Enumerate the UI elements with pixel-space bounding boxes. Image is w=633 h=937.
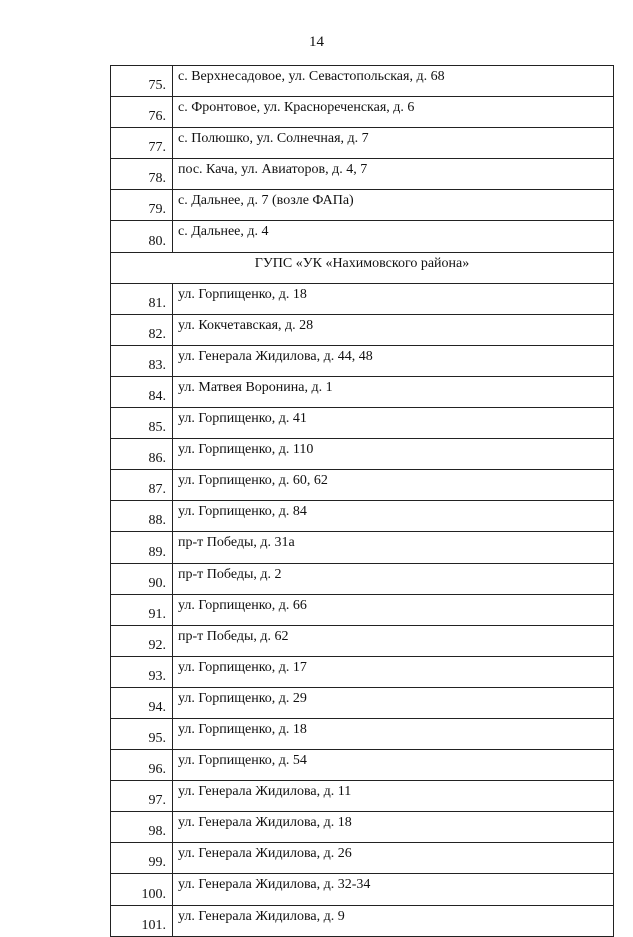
page-number: 14 xyxy=(309,34,324,50)
table-row xyxy=(111,97,614,128)
row-number: 100. xyxy=(111,874,173,905)
row-address: ул. Генерала Жидилова, д. 44, 48 xyxy=(173,345,614,376)
row-address: ул. Горпищенко, д. 66 xyxy=(173,594,614,625)
table-row xyxy=(111,66,614,97)
row-number: 90. xyxy=(111,563,173,594)
row-number: 76. xyxy=(111,97,173,128)
table-row xyxy=(111,283,614,314)
row-number: 86. xyxy=(111,439,173,470)
table-row xyxy=(111,221,614,252)
row-address: с. Верхнесадовое, ул. Севастопольская, д. 68 xyxy=(173,66,614,97)
row-address: с. Дальнее, д. 7 (возле ФАПа) xyxy=(173,190,614,221)
row-number: 94. xyxy=(111,687,173,718)
table-row xyxy=(111,874,614,905)
row-number: 82. xyxy=(111,314,173,345)
row-number: 92. xyxy=(111,625,173,656)
row-number: 79. xyxy=(111,190,173,221)
row-address: ул. Горпищенко, д. 84 xyxy=(173,501,614,532)
table-row xyxy=(111,190,614,221)
table-row xyxy=(111,314,614,345)
row-address: ул. Генерала Жидилова, д. 11 xyxy=(173,781,614,812)
row-address: ул. Горпищенко, д. 54 xyxy=(173,750,614,781)
row-address: ул. Генерала Жидилова, д. 18 xyxy=(173,812,614,843)
row-address: с. Дальнее, д. 4 xyxy=(173,221,614,252)
row-number: 96. xyxy=(111,750,173,781)
table-row xyxy=(111,625,614,656)
row-address: пр-т Победы, д. 2 xyxy=(173,563,614,594)
row-number: 78. xyxy=(111,159,173,190)
row-address: ул. Горпищенко, д. 17 xyxy=(173,656,614,687)
table-row xyxy=(111,501,614,532)
address-table-body xyxy=(111,66,614,937)
row-address: с. Полюшко, ул. Солнечная, д. 7 xyxy=(173,128,614,159)
row-address: ул. Генерала Жидилова, д. 9 xyxy=(173,905,614,936)
row-number: 98. xyxy=(111,812,173,843)
table-row xyxy=(111,656,614,687)
section-title: ГУПС «УК «Нахимовского района» xyxy=(111,252,614,283)
row-address: ул. Горпищенко, д. 18 xyxy=(173,283,614,314)
row-number: 85. xyxy=(111,408,173,439)
row-address: ул. Генерала Жидилова, д. 32-34 xyxy=(173,874,614,905)
table-row xyxy=(111,812,614,843)
table-row xyxy=(111,439,614,470)
row-address: ул. Матвея Воронина, д. 1 xyxy=(173,376,614,407)
address-table xyxy=(110,65,614,937)
row-address: ул. Генерала Жидилова, д. 26 xyxy=(173,843,614,874)
row-number: 97. xyxy=(111,781,173,812)
row-address: ул. Горпищенко, д. 18 xyxy=(173,718,614,749)
row-address: ул. Горпищенко, д. 60, 62 xyxy=(173,470,614,501)
table-row xyxy=(111,376,614,407)
row-address: пр-т Победы, д. 62 xyxy=(173,625,614,656)
section-header-row xyxy=(111,252,614,283)
table-row xyxy=(111,408,614,439)
row-number: 95. xyxy=(111,718,173,749)
table-row xyxy=(111,470,614,501)
row-number: 83. xyxy=(111,345,173,376)
row-address: ул. Горпищенко, д. 41 xyxy=(173,408,614,439)
row-number: 101. xyxy=(111,905,173,936)
table-row xyxy=(111,532,614,563)
row-address: пос. Кача, ул. Авиаторов, д. 4, 7 xyxy=(173,159,614,190)
row-number: 88. xyxy=(111,501,173,532)
row-address: пр-т Победы, д. 31а xyxy=(173,532,614,563)
row-number: 77. xyxy=(111,128,173,159)
table-row xyxy=(111,687,614,718)
table-row xyxy=(111,594,614,625)
row-address: с. Фронтовое, ул. Краснореченская, д. 6 xyxy=(173,97,614,128)
table-row xyxy=(111,750,614,781)
row-number: 75. xyxy=(111,66,173,97)
table-row xyxy=(111,905,614,936)
table-row xyxy=(111,345,614,376)
row-number: 87. xyxy=(111,470,173,501)
table-row xyxy=(111,563,614,594)
table-row xyxy=(111,781,614,812)
row-number: 89. xyxy=(111,532,173,563)
row-number: 93. xyxy=(111,656,173,687)
row-address: ул. Горпищенко, д. 29 xyxy=(173,687,614,718)
table-row xyxy=(111,128,614,159)
table-row xyxy=(111,718,614,749)
row-number: 80. xyxy=(111,221,173,252)
table-row xyxy=(111,159,614,190)
table-row xyxy=(111,843,614,874)
row-number: 81. xyxy=(111,283,173,314)
row-address: ул. Кокчетавская, д. 28 xyxy=(173,314,614,345)
row-number: 84. xyxy=(111,376,173,407)
row-number: 99. xyxy=(111,843,173,874)
row-number: 91. xyxy=(111,594,173,625)
row-address: ул. Горпищенко, д. 110 xyxy=(173,439,614,470)
